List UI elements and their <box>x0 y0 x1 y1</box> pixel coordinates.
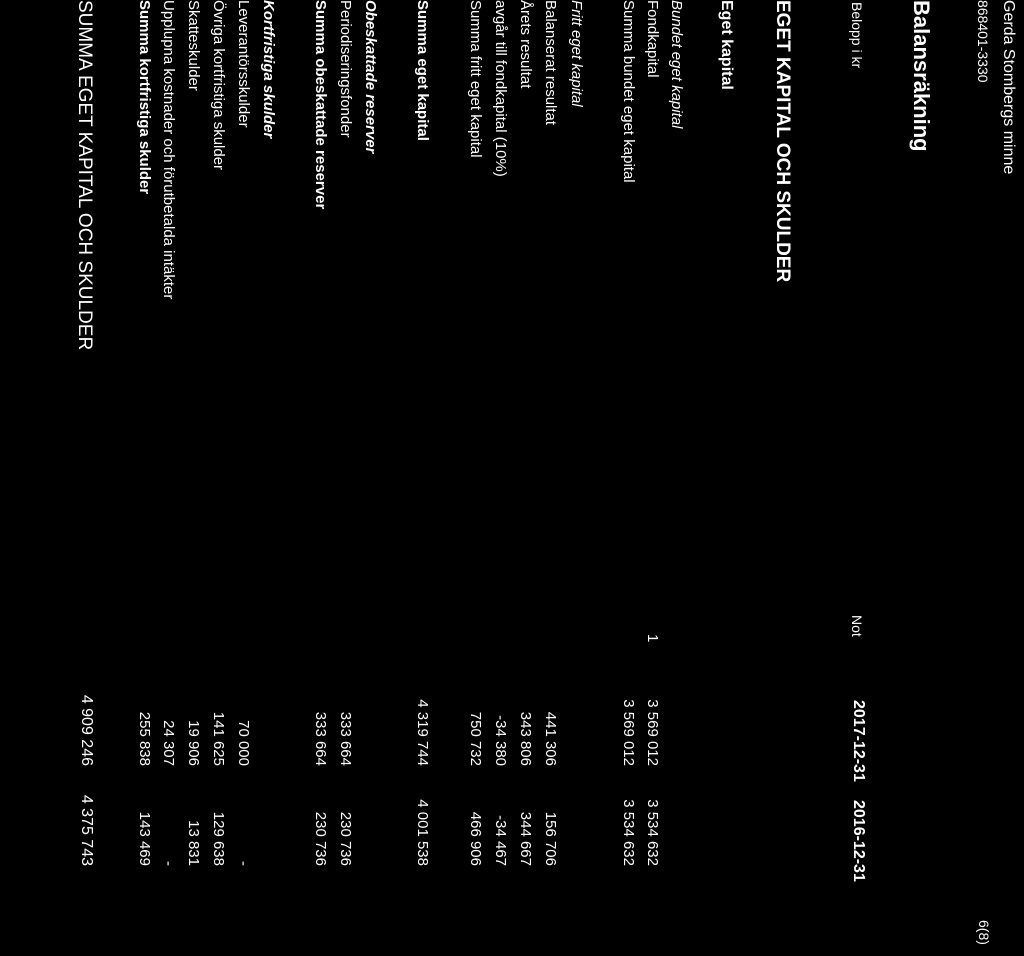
row-value-2017: 70 000 <box>235 720 252 766</box>
row-value-2016: 3 534 632 <box>620 799 637 866</box>
row-label: Summa obeskattade reserver <box>312 0 329 210</box>
row-value-2017: 19 906 <box>185 720 202 766</box>
row-label: Kortfristiga skulder <box>260 0 277 139</box>
row-value-2016: 3 534 632 <box>644 799 661 866</box>
row-value-2017: 333 664 <box>312 711 329 766</box>
row-label: Årets resultat <box>517 0 534 89</box>
row-note: 1 <box>644 634 661 643</box>
row-label: Leverantörsskulder <box>235 0 252 128</box>
row-value-2017: 441 306 <box>542 711 559 766</box>
page-title: Balansräkning <box>909 0 934 152</box>
row-value-2017: 343 806 <box>517 711 534 766</box>
row-value-2016: 344 667 <box>517 811 534 866</box>
row-label: Upplupna kostnader och förutbetalda intäkter <box>160 0 177 300</box>
row-value-2017: 24 307 <box>160 720 177 766</box>
row-label: avgår till fondkapital (10%) <box>492 0 509 177</box>
amount-label: Belopp i kr <box>849 2 865 69</box>
row-label: Bundet eget kapital <box>668 0 685 129</box>
row-value-2016: 156 706 <box>542 811 559 866</box>
row-value-2016: - <box>235 861 252 866</box>
row-label: Summa eget kapital <box>414 0 431 141</box>
year1-header: 2017-12-31 <box>850 700 867 782</box>
row-value-2016: 466 906 <box>467 811 484 866</box>
year2-header: 2016-12-31 <box>850 800 867 882</box>
row-label: Fritt eget kapital <box>568 0 585 107</box>
row-label: SUMMA EGET KAPITAL OCH SKULDER <box>74 0 95 351</box>
row-label: Summa kortfristiga skulder <box>136 0 153 195</box>
row-label: Summa fritt eget kapital <box>467 0 484 158</box>
row-value-2016: 143 469 <box>136 811 153 866</box>
row-label: Summa bundet eget kapital <box>620 0 637 183</box>
row-value-2016: 129 638 <box>210 811 227 866</box>
row-value-2016: 4 375 743 <box>78 794 95 866</box>
page-number: 6(8) <box>976 920 992 945</box>
row-value-2017: 255 838 <box>136 711 153 766</box>
row-value-2016: -34 467 <box>492 815 509 866</box>
row-value-2017: 4 319 744 <box>414 699 431 766</box>
row-label: Övriga kortfristiga skulder <box>210 0 227 171</box>
row-label: Periodiseringsfonder <box>337 0 354 138</box>
subsection-title: Eget kapital <box>718 0 735 90</box>
row-value-2017: 3 569 012 <box>620 699 637 766</box>
row-value-2016: - <box>160 861 177 866</box>
row-value-2017: 3 569 012 <box>644 699 661 766</box>
row-value-2017: 4 909 246 <box>78 694 95 766</box>
row-label: Skatteskulder <box>185 0 202 91</box>
company-name: Gerda Stombergs minne <box>1000 0 1017 175</box>
row-value-2017: -34 380 <box>492 715 509 766</box>
row-label: Balanserat resultat <box>542 0 559 126</box>
note-header: Not <box>849 615 865 637</box>
row-value-2016: 230 736 <box>312 811 329 866</box>
row-label: Obeskattade reserver <box>362 0 379 154</box>
row-value-2017: 333 664 <box>337 711 354 766</box>
section-title: EGET KAPITAL OCH SKULDER <box>772 0 793 283</box>
row-label: Fondkapital <box>644 0 661 78</box>
row-value-2016: 13 831 <box>185 820 202 866</box>
row-value-2017: 141 625 <box>210 711 227 766</box>
row-value-2016: 4 001 538 <box>414 799 431 866</box>
org-number: 868401-3330 <box>975 0 991 83</box>
row-value-2016: 230 736 <box>337 811 354 866</box>
row-value-2017: 750 732 <box>467 711 484 766</box>
